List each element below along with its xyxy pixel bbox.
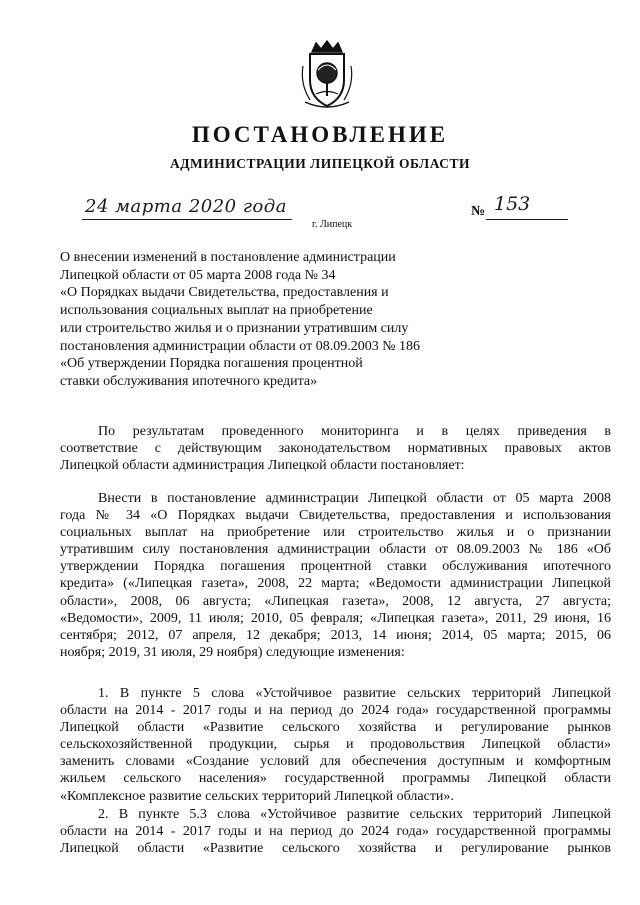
subject-line: О внесении изменений в постановление администрации: [60, 250, 396, 265]
subject-line: «Об утверждении Порядка погашения процентной: [60, 356, 363, 372]
subject-line: использования социальных выплат на приобретение: [60, 303, 373, 319]
document-subtitle: АДМИНИСТРАЦИИ ЛИПЕЦКОЙ ОБЛАСТИ: [169, 156, 471, 171]
paragraph-line: кредита» («Липецкая газета», 2008, 22 марта; «Ведомости администрации Липецкой: [60, 576, 611, 592]
subject-line: постановления администрации области от 08.09.2003 № 186: [60, 338, 421, 354]
paragraph-line: сельскохозяйственной продукции, сырья и продовольствия Липецкой области»: [60, 737, 611, 753]
paragraph-line: жильем сельского населения» государственной программы Липецкой области: [60, 771, 611, 787]
subject-line: ставки обслуживания ипотечного кредита»: [60, 373, 318, 389]
paragraph-line: года № 34 «О Порядках выдачи Свидетельства, предоставления и использования: [60, 508, 611, 524]
coat-of-arms-emblem: [298, 40, 356, 110]
handwritten-number: 153: [494, 193, 531, 215]
paragraph-line: области на 2014 - 2017 годы и на период до 2024 года» государственной программы: [60, 824, 611, 840]
amendment-intro-paragraph: [60, 490, 611, 661]
paragraph-line: 1. В пункте 5 слова «Устойчивое развитие сельских территорий Липецкой: [98, 686, 611, 701]
preamble-paragraph: [60, 423, 611, 474]
amendment-item-2: [60, 806, 611, 857]
number-underline: [486, 219, 568, 220]
paragraph-line: области», 2008, 06 августа; «Липецкая газета», 2008, 12 августа, 27 августа;: [60, 593, 611, 609]
paragraph-line: утратившим силу постановления администрации области от 08.09.2003 № 186 «Об: [60, 542, 611, 558]
paragraph-line: ноября; 2019, 31 июля, 29 ноября) следующие изменения:: [60, 644, 405, 660]
paragraph-line: социальных выплат на приобретение или строительство жилья и о признании: [60, 525, 611, 541]
paragraph-line: Липецкой области «Развитие сельского хозяйства и регулирование рынков: [60, 841, 611, 857]
resolution-subject: [60, 249, 460, 391]
date-underline: [82, 219, 292, 220]
paragraph-line: 2. В пункте 5.3 слова «Устойчивое развитие сельских территорий Липецкой: [98, 807, 611, 822]
paragraph-line: По результатам проведенного мониторинга и в целях приведения в: [98, 424, 611, 439]
subject-line: Липецкой области от 05 марта 2008 года № 34: [60, 267, 336, 283]
number-label: №: [471, 204, 486, 219]
subject-line: «О Порядках выдачи Свидетельства, предоставления и: [60, 285, 389, 301]
paragraph-line: сентября; 2012, 07 апреля, 12 декабря; 2013, 14 июня; 2014, 05 марта; 2015, 06: [60, 627, 611, 643]
handwritten-date: 24 марта 2020 года: [85, 196, 287, 217]
paragraph-line: утверждении Порядка погашения процентной ставки обслуживания ипотечного: [60, 559, 611, 575]
paragraph-line: «Ведомости», 2009, 11 июля; 2010, 05 февраля; «Липецкая газета», 2011, 29 июня, 16: [60, 610, 611, 626]
paragraph-line: «Комплексное развитие сельских территорий Липецкой области».: [60, 788, 454, 804]
document-title: ПОСТАНОВЛЕНИЕ: [191, 122, 449, 147]
paragraph-line: Липецкой области администрация Липецкой области постановляет:: [60, 458, 465, 474]
amendment-item-1: [60, 685, 611, 805]
paragraph-line: заменить словами «Создание условий для обеспечения доступным и комфортным: [60, 754, 611, 770]
paragraph-line: Внести в постановление администрации Липецкой области от 05 марта 2008: [98, 491, 611, 506]
subject-line: или строительство жилья и о признании утратившим силу: [60, 320, 409, 336]
paragraph-line: Липецкой области «Развитие сельского хозяйства и регулирование рынков: [60, 720, 611, 736]
city-label: г. Липецк: [312, 219, 353, 230]
paragraph-line: области на 2014 - 2017 годы и на период до 2024 года» государственной программы: [60, 703, 611, 719]
paragraph-line: соответствие с действующим законодательством нормативных правовых актов: [60, 441, 611, 457]
